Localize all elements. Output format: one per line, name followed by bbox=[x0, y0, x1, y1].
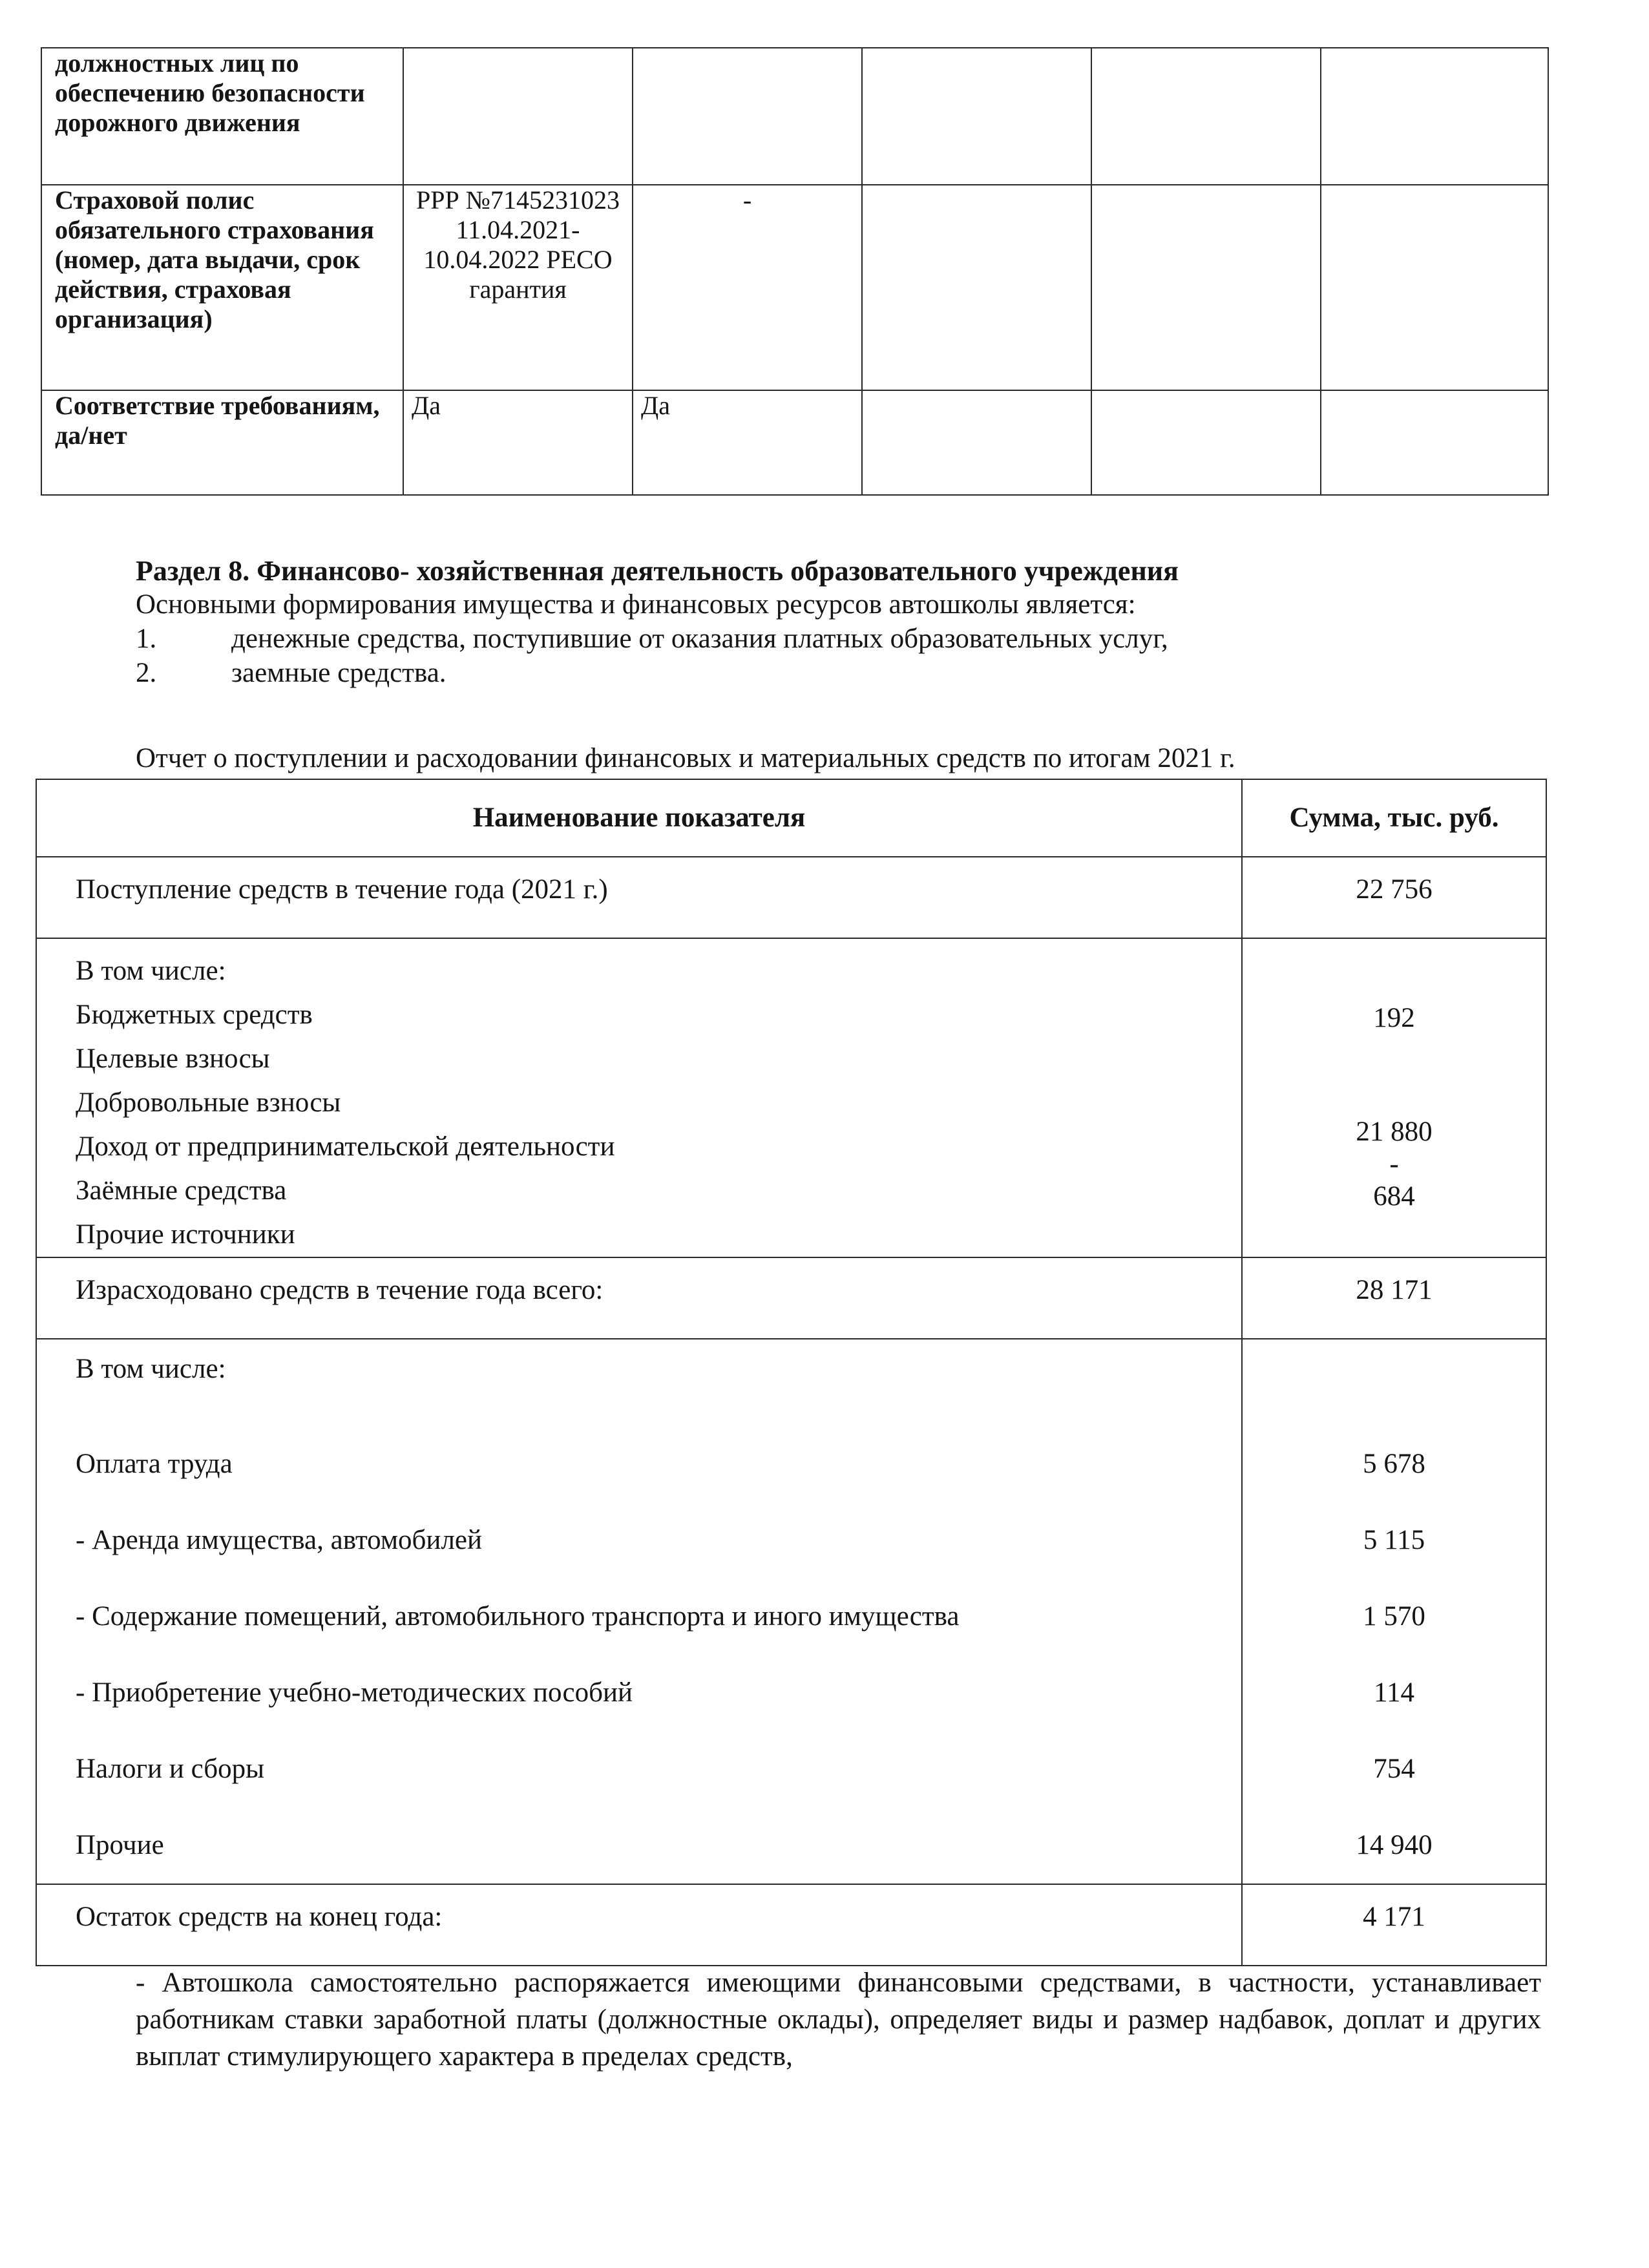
table-cell bbox=[1091, 390, 1321, 495]
table-cell bbox=[862, 390, 1091, 495]
balance-label: Остаток средств на конец года: bbox=[36, 1884, 1242, 1966]
table-cell bbox=[633, 48, 862, 185]
income-total-sum: 22 756 bbox=[1242, 857, 1546, 938]
table-cell bbox=[1091, 185, 1321, 390]
row-label: должностных лиц по обеспечению безопасности дорожного движения bbox=[41, 48, 403, 185]
income-items-cell bbox=[36, 938, 1242, 1257]
expense-sum bbox=[1249, 1350, 1539, 1389]
table-row bbox=[41, 48, 1548, 185]
income-total-label: Поступление средств в течение года (2021 г.) bbox=[36, 857, 1242, 938]
expense-sum: 114 bbox=[1374, 1677, 1414, 1708]
expense-item: Налоги и сборы bbox=[76, 1754, 265, 1784]
table-cell bbox=[403, 48, 633, 185]
expense-sum: 14 940 bbox=[1356, 1830, 1433, 1860]
income-sum: 192 bbox=[1373, 1003, 1415, 1033]
insurance-policy-cell: РРР №7145231023 11.04.2021-10.04.2022 РЕСО гарантия bbox=[403, 185, 633, 390]
table-row bbox=[36, 938, 1546, 1257]
expense-item: - Приобретение учебно-методических пособий bbox=[76, 1677, 633, 1708]
table-cell bbox=[1321, 390, 1548, 495]
expense-total-label: Израсходовано средств в течение года всего: bbox=[36, 1257, 1242, 1339]
table-header-row bbox=[36, 779, 1546, 857]
expense-items-cell bbox=[36, 1339, 1242, 1884]
section-intro: Основными формирования имущества и финансовых ресурсов автошколы является: bbox=[136, 589, 1136, 620]
expense-sum: 1 570 bbox=[1363, 1601, 1425, 1632]
expense-total-sum: 28 171 bbox=[1242, 1257, 1546, 1339]
income-item: Добровольные взносы bbox=[76, 1087, 341, 1118]
income-item: В том числе: bbox=[76, 956, 226, 986]
table-cell: Да bbox=[403, 390, 633, 495]
expense-item: - Аренда имущества, автомобилей bbox=[76, 1525, 483, 1555]
row-label: Страховой полис обязательного страхования (номер, дата выдачи, срок действия, страховая организация) bbox=[41, 185, 403, 390]
income-item: Доход от предпринимательской деятельности bbox=[76, 1131, 615, 1162]
income-sum: 684 bbox=[1373, 1181, 1415, 1212]
expense-sum: 5 115 bbox=[1363, 1525, 1425, 1555]
table-row bbox=[36, 857, 1546, 938]
column-header-sum: Сумма, тыс. руб. bbox=[1242, 779, 1546, 857]
table-cell: - bbox=[633, 185, 862, 390]
expense-item: Оплата труда bbox=[76, 1449, 233, 1479]
column-header-name: Наименование показателя bbox=[36, 779, 1242, 857]
income-sum: - bbox=[1389, 1149, 1399, 1179]
balance-sum: 4 171 bbox=[1242, 1884, 1546, 1966]
list-text: заемные средства. bbox=[231, 658, 446, 688]
table-row bbox=[41, 390, 1548, 495]
vehicle-info-table bbox=[41, 47, 1549, 496]
funding-sources-list bbox=[136, 622, 1168, 690]
table-cell bbox=[1321, 185, 1548, 390]
list-item bbox=[136, 656, 1168, 690]
expense-sums-cell bbox=[1242, 1339, 1546, 1884]
list-item bbox=[136, 622, 1168, 656]
table-row bbox=[41, 185, 1548, 390]
expense-sum: 5 678 bbox=[1363, 1449, 1425, 1479]
table-cell bbox=[1321, 48, 1548, 185]
list-text: денежные средства, поступившие от оказания платных образовательных услуг, bbox=[231, 624, 1168, 654]
expense-item: - Содержание помещений, автомобильного транспорта и иного имущества bbox=[76, 1601, 960, 1632]
income-item: Заёмные средства bbox=[76, 1175, 287, 1206]
table-row bbox=[36, 1339, 1546, 1884]
list-number: 1. bbox=[136, 624, 157, 654]
table-cell bbox=[862, 185, 1091, 390]
report-caption: Отчет о поступлении и расходовании финансовых и материальных средств по итогам 2021 г. bbox=[136, 743, 1235, 773]
section-title: Раздел 8. Финансово- хозяйственная деятельность образовательного учреждения bbox=[136, 555, 1179, 587]
income-item: Бюджетных средств bbox=[76, 1000, 313, 1030]
income-sums-cell bbox=[1242, 938, 1546, 1257]
expense-item: В том числе: bbox=[76, 1354, 226, 1384]
row-label: Соответствие требованиям, да/нет bbox=[41, 390, 403, 495]
table-row bbox=[36, 1257, 1546, 1339]
expense-sum: 754 bbox=[1373, 1754, 1415, 1784]
income-item: Целевые взносы bbox=[76, 1044, 270, 1074]
income-sum: 21 880 bbox=[1356, 1117, 1433, 1147]
expense-item: Прочие bbox=[76, 1830, 164, 1860]
closing-paragraph: - Автошкола самостоятельно распоряжается имеющими финансовыми средствами, в частности, устанавливает работникам ставки заработной платы (должностные оклады), определяет виды и размер надбавок, доплат и других выплат стимулирующего характера в пределах средств, bbox=[136, 1968, 1541, 2072]
table-cell bbox=[862, 48, 1091, 185]
table-cell bbox=[1091, 48, 1321, 185]
list-number: 2. bbox=[136, 658, 157, 688]
table-cell: Да bbox=[633, 390, 862, 495]
finance-report-table bbox=[36, 779, 1547, 1966]
table-row bbox=[36, 1884, 1546, 1966]
income-item: Прочие источники bbox=[76, 1219, 295, 1250]
